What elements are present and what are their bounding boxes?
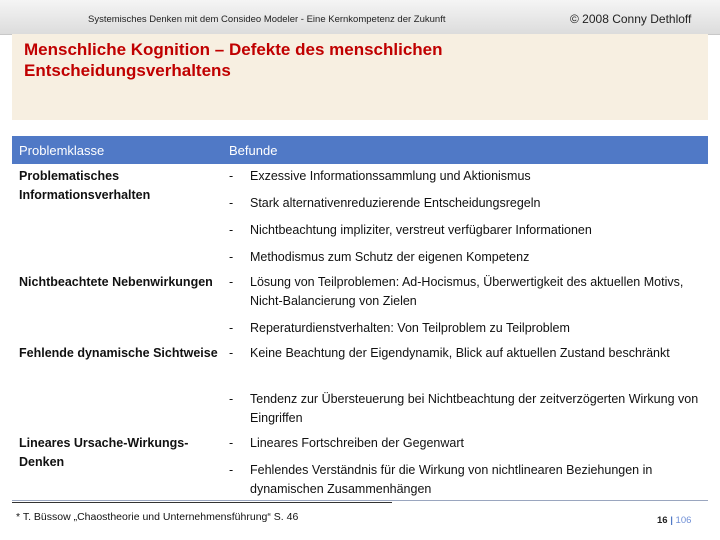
finding-item: Lösung von Teilproblemen: Ad-Hocismus, Überwertigkeit des aktuellen Motivs, Nicht-Balancierung von Zielen: [250, 275, 684, 308]
page-current: 16: [657, 515, 668, 526]
finding-item: Fehlendes Verständnis für die Wirkung von nichtlinearen Beziehungen in dynamischen Zusammenhängen: [250, 463, 653, 496]
finding-item: Tendenz zur Übersteuerung bei Nichtbeachtung der zeitverzögerten Wirkung von Eingriffen: [250, 392, 699, 425]
slide-title-line-2: Entscheidungsverhaltens: [24, 61, 231, 80]
finding-item: Keine Beachtung der Eigendynamik, Blick auf aktuellen Zustand beschränkt: [250, 346, 670, 360]
bullet-dash: -: [229, 436, 234, 450]
page-number: [657, 515, 691, 526]
category-label: Nichtbeachtete Nebenwirkungen: [19, 275, 213, 289]
category-label: Fehlende dynamische Sichtweise: [19, 346, 218, 360]
column-header-problemklasse: Problemklasse: [19, 143, 105, 158]
finding-item: Methodismus zum Schutz der eigenen Kompetenz: [250, 250, 530, 264]
bullet-dash: -: [229, 275, 234, 289]
column-header-befunde: Befunde: [229, 143, 278, 158]
finding-item: Reperaturdienstverhalten: Von Teilproblem zu Teilproblem: [250, 321, 570, 335]
footnote: * T. Büssow „Chaostheorie und Unternehmensführung“ S. 46: [16, 511, 299, 523]
slide-title-line-1: Menschliche Kognition – Defekte des menschlichen: [24, 40, 443, 59]
footnote-divider: [12, 502, 392, 503]
finding-item: Lineares Fortschreiben der Gegenwart: [250, 436, 465, 450]
finding-item: Stark alternativenreduzierende Entscheidungsregeln: [250, 196, 541, 210]
header-subtitle: Systemisches Denken mit dem Consideo Modeler - Eine Kernkompetenz der Zukunft: [88, 14, 446, 25]
finding-item: Exzessive Informationssammlung und Aktionismus: [250, 169, 531, 183]
table-header: [12, 136, 708, 164]
bullet-dash: -: [229, 463, 234, 477]
category-label: Lineares Ursache-Wirkungs-Denken: [19, 436, 189, 469]
bullet-dash: -: [229, 346, 234, 360]
finding-item: Nichtbeachtung impliziter, verstreut verfügbarer Informationen: [250, 223, 592, 237]
bullet-dash: -: [229, 250, 234, 264]
bullet-dash: -: [229, 392, 234, 406]
category-label: Problematisches Informationsverhalten: [19, 169, 151, 202]
page-separator: |: [670, 515, 673, 526]
table-bottom-border: [12, 500, 708, 501]
bullet-dash: -: [229, 321, 234, 335]
bullet-dash: -: [229, 223, 234, 237]
bullet-dash: -: [229, 196, 234, 210]
header-copyright: © 2008 Conny Dethloff: [570, 12, 692, 26]
page-total: 106: [675, 515, 692, 526]
bullet-dash: -: [229, 169, 234, 183]
